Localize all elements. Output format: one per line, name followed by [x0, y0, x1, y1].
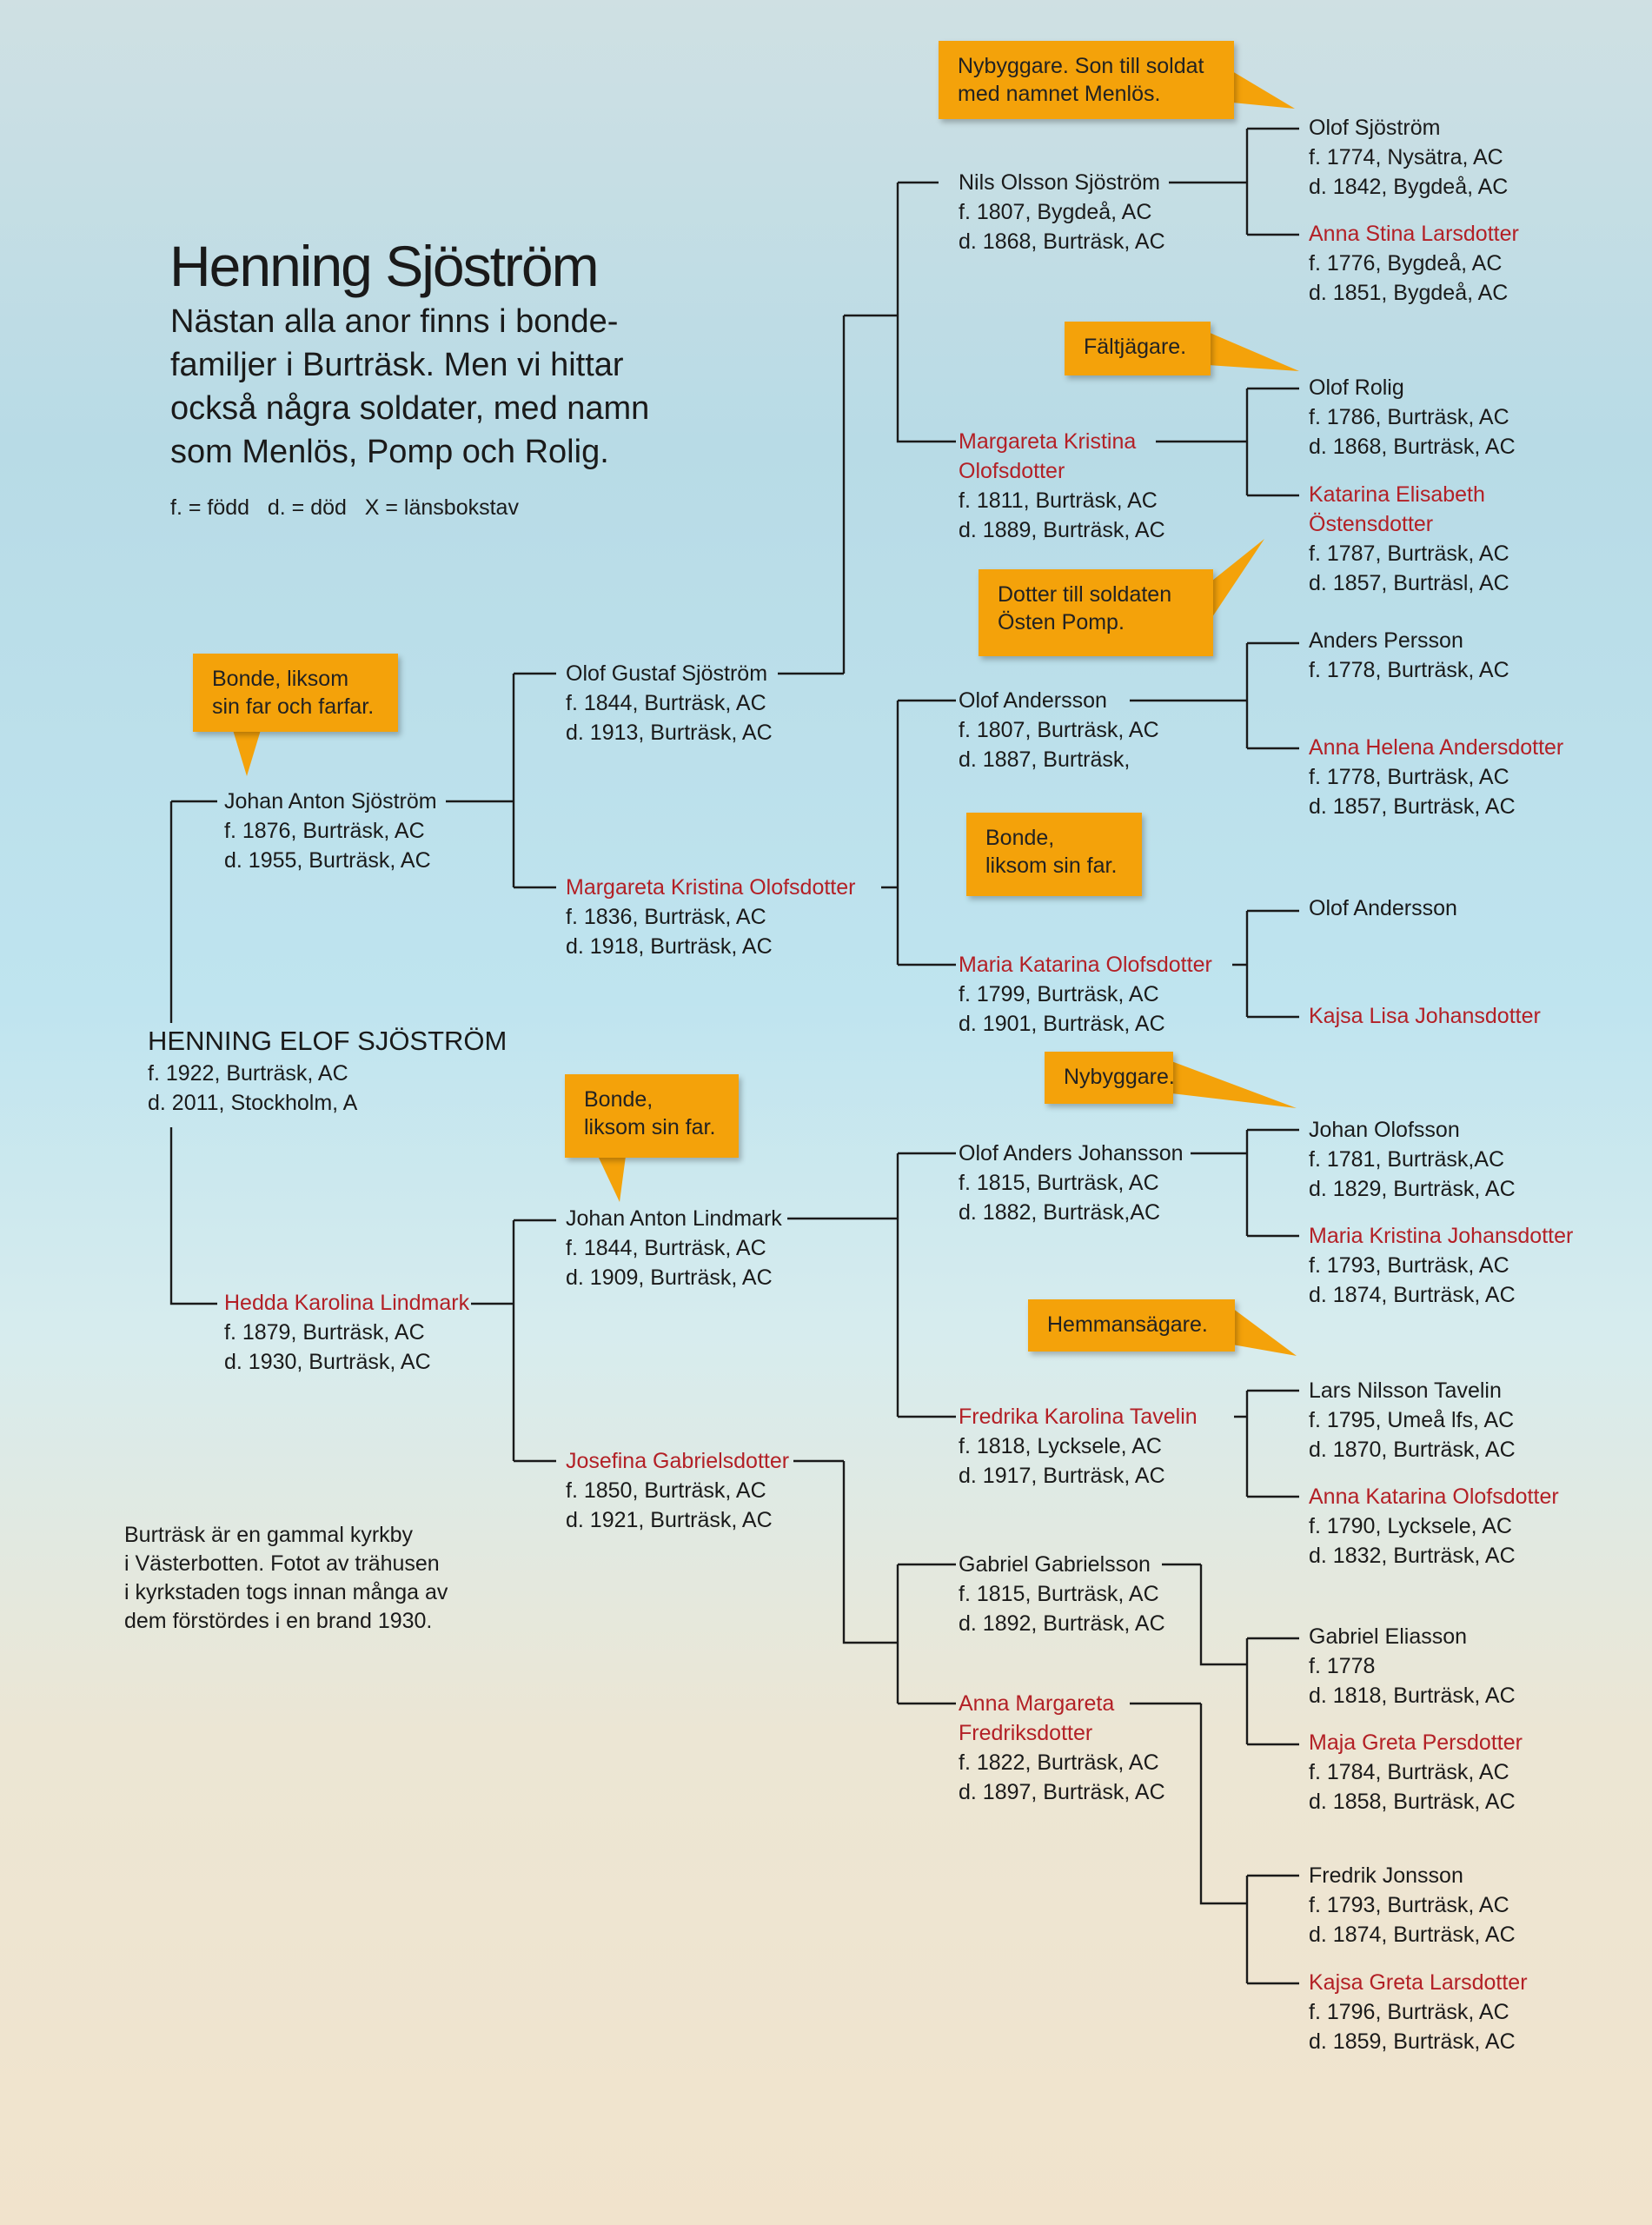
- person-josefina-gabrielsdotter: [566, 1446, 789, 1535]
- connector-josefina-parents: [793, 1461, 956, 1704]
- birth-info: f. 1776, Bygdeå, AC: [1309, 251, 1503, 276]
- bubble-text: liksom sin far.: [584, 1115, 716, 1139]
- person-name: Hedda Karolina Lindmark: [224, 1291, 470, 1315]
- person-anna-helena-andersdotter: [1309, 733, 1563, 821]
- person-name: Olof Andersson: [1309, 896, 1457, 920]
- person-name: Maria Kristina Johansdotter: [1309, 1224, 1574, 1248]
- bubble-bonde-farfar: [193, 654, 398, 732]
- person-olof-rolig: [1309, 373, 1516, 462]
- person-name: Anna Stina Larsdotter: [1309, 222, 1519, 246]
- birth-info: f. 1793, Burträsk, AC: [1309, 1893, 1509, 1917]
- abbreviation-legend: f. = född d. = död X = länsbokstav: [170, 495, 519, 520]
- bubble-tail-faltjagare: [1208, 332, 1299, 371]
- person-name: Fredrik Jonsson: [1309, 1863, 1463, 1888]
- person-anna-stina-larsdotter: [1309, 219, 1519, 308]
- person-name: Olof Gustaf Sjöström: [566, 661, 768, 686]
- birth-info: f. 1815, Burträsk, AC: [959, 1582, 1159, 1606]
- person-name: Gabriel Eliasson: [1309, 1624, 1468, 1649]
- person-olof-anders-johansson: [959, 1139, 1184, 1227]
- death-info: d. 1918, Burträsk, AC: [566, 934, 773, 959]
- person-name: HENNING ELOF SJÖSTRÖM: [148, 1026, 508, 1056]
- person-olof-sjostrom: [1309, 113, 1508, 202]
- birth-info: f. 1784, Burträsk, AC: [1309, 1760, 1509, 1784]
- death-info: d. 1868, Burträsk, AC: [959, 229, 1165, 254]
- person-olof-andersson-1807: [959, 686, 1159, 774]
- person-name: Olof Anders Johansson: [959, 1141, 1184, 1166]
- death-info: d. 1913, Burträsk, AC: [566, 721, 773, 745]
- birth-info: f. 1774, Nysätra, AC: [1309, 145, 1503, 169]
- connector-johan-anton-lindmark-parents: [787, 1153, 956, 1417]
- death-info: d. 1870, Burträsk, AC: [1309, 1438, 1516, 1462]
- person-fredrik-jonsson: [1309, 1861, 1516, 1949]
- connector-margareta-1836-parents: [881, 701, 956, 965]
- bubble-text: Östen Pomp.: [998, 610, 1125, 634]
- death-info: d. 1917, Burträsk, AC: [959, 1464, 1165, 1488]
- connector-hedda-parents: [471, 1220, 556, 1461]
- birth-info: f. 1799, Burträsk, AC: [959, 982, 1159, 1006]
- person-anna-katarina-olofsdotter: [1309, 1482, 1559, 1571]
- birth-info: f. 1922, Burträsk, AC: [148, 1061, 348, 1086]
- bubble-text: Bonde, liksom: [212, 667, 349, 691]
- birth-info: f. 1786, Burträsk, AC: [1309, 405, 1509, 429]
- bubble-tail-nybyggare-menlos: [1232, 71, 1295, 109]
- person-name: Fredriksdotter: [959, 1721, 1093, 1745]
- bubble-hemmansagare: [1028, 1299, 1235, 1352]
- birth-info: f. 1844, Burträsk, AC: [566, 691, 766, 715]
- subtitle-line: som Menlös, Pomp och Rolig.: [170, 434, 609, 470]
- person-maja-greta-persdotter: [1309, 1728, 1523, 1817]
- bubble-tail-nybyggare: [1171, 1061, 1297, 1108]
- person-kajsa-lisa-johansdotter: [1309, 1001, 1541, 1031]
- death-info: d. 1909, Burträsk, AC: [566, 1265, 773, 1290]
- birth-info: f. 1795, Umeå lfs, AC: [1309, 1408, 1515, 1432]
- birth-info: f. 1818, Lycksele, AC: [959, 1434, 1162, 1458]
- subtitle-line: Nästan alla anor finns i bonde-: [170, 303, 619, 340]
- person-name: Kajsa Lisa Johansdotter: [1309, 1004, 1541, 1028]
- person-name: Katarina Elisabeth: [1309, 482, 1485, 507]
- death-info: d. 1930, Burträsk, AC: [224, 1350, 431, 1374]
- death-info: d. 1857, Burträsl, AC: [1309, 571, 1509, 595]
- person-name: Anna Margareta: [959, 1691, 1115, 1716]
- person-fredrika-karolina-tavelin: [959, 1402, 1198, 1491]
- death-info: d. 1892, Burträsk, AC: [959, 1611, 1165, 1636]
- death-info: d. 1889, Burträsk, AC: [959, 518, 1165, 542]
- person-name: Maja Greta Persdotter: [1309, 1730, 1523, 1755]
- death-info: d. 1887, Burträsk,: [959, 747, 1131, 772]
- person-maria-kristina-johansdotter: [1309, 1221, 1573, 1310]
- caption-line: Burträsk är en gammal kyrkby: [124, 1523, 414, 1547]
- connector-nils-olsson-parents: [1169, 129, 1299, 235]
- bubble-text: sin far och farfar.: [212, 694, 375, 719]
- birth-info: f. 1879, Burträsk, AC: [224, 1320, 425, 1345]
- birth-info: f. 1807, Burträsk, AC: [959, 718, 1159, 742]
- birth-info: f. 1807, Bygdeå, AC: [959, 200, 1152, 224]
- bubble-text: med namnet Menlös.: [958, 82, 1161, 106]
- person-name: Östensdotter: [1309, 512, 1434, 536]
- death-info: d. 1829, Burträsk, AC: [1309, 1177, 1516, 1201]
- death-info: d. 2011, Stockholm, A: [148, 1091, 358, 1115]
- connector-margareta-1811-parents: [1156, 389, 1299, 495]
- bubble-tail-hemmansagare: [1232, 1308, 1297, 1356]
- person-name: Lars Nilsson Tavelin: [1309, 1378, 1502, 1403]
- person-lars-nilsson-tavelin: [1309, 1376, 1516, 1465]
- birth-info: f. 1790, Lycksele, AC: [1309, 1514, 1512, 1538]
- person-name: Olof Sjöström: [1309, 116, 1441, 140]
- person-name: Olofsdotter: [959, 459, 1065, 483]
- person-name: Johan Anton Lindmark: [566, 1206, 782, 1231]
- death-info: d. 1874, Burträsk, AC: [1309, 1283, 1516, 1307]
- death-info: d. 1874, Burträsk, AC: [1309, 1923, 1516, 1947]
- person-gabriel-eliasson: [1309, 1622, 1516, 1710]
- person-name: Johan Anton Sjöström: [224, 789, 437, 814]
- death-info: d. 1851, Bygdeå, AC: [1309, 281, 1509, 305]
- person-gabriel-gabrielsson: [959, 1550, 1165, 1638]
- page-title: Henning Sjöström: [169, 234, 598, 298]
- birth-info: f. 1811, Burträsk, AC: [959, 488, 1158, 513]
- birth-info: f. 1778, Burträsk, AC: [1309, 658, 1509, 682]
- bubble-bonde-far-lindmark: [565, 1074, 739, 1158]
- subtitle: [170, 300, 709, 474]
- death-info: d. 1842, Bygdeå, AC: [1309, 175, 1509, 199]
- bubble-text: liksom sin far.: [985, 853, 1118, 878]
- person-name: Margareta Kristina: [959, 429, 1137, 454]
- person-name: Gabriel Gabrielsson: [959, 1552, 1151, 1577]
- birth-info: f. 1876, Burträsk, AC: [224, 819, 425, 843]
- death-info: d. 1858, Burträsk, AC: [1309, 1790, 1516, 1814]
- subtitle-line: familjer i Burträsk. Men vi hittar: [170, 347, 624, 383]
- death-info: d. 1859, Burträsk, AC: [1309, 2029, 1516, 2054]
- connector-olof-anders-parents: [1191, 1130, 1299, 1236]
- connector-gabriel-gabrielsson-parents: [1162, 1564, 1299, 1744]
- bubble-faltjagare: [1065, 322, 1211, 375]
- person-name: Anders Persson: [1309, 628, 1463, 653]
- person-olof-andersson-gen4: [1309, 893, 1457, 923]
- person-henning: [148, 1024, 507, 1118]
- bubble-dotter-pomp: [979, 569, 1213, 656]
- bubble-text: Dotter till soldaten: [998, 582, 1172, 607]
- connector-fredrika-parents: [1234, 1391, 1299, 1497]
- bubble-text: Fältjägare.: [1084, 335, 1187, 359]
- birth-info: f. 1781, Burträsk,AC: [1309, 1147, 1505, 1172]
- death-info: d. 1818, Burträsk, AC: [1309, 1684, 1516, 1708]
- subtitle-line: också några soldater, med namn: [170, 390, 650, 427]
- bubble-text: Hemmansägare.: [1047, 1312, 1208, 1337]
- person-hedda-karolina-lindmark: [224, 1288, 469, 1377]
- person-johan-olofsson: [1309, 1115, 1516, 1204]
- caption-line: i Västerbotten. Fotot av trähusen: [124, 1551, 440, 1576]
- death-info: d. 1857, Burträsk, AC: [1309, 794, 1516, 819]
- bubble-tail-bonde-far-lindmark: [598, 1156, 626, 1202]
- caption-line: dem förstördes i en brand 1930.: [124, 1609, 433, 1633]
- person-katarina-elisabeth-ostensdotter: [1309, 480, 1509, 598]
- person-name: Olof Andersson: [959, 688, 1107, 713]
- bubble-text: Bonde,: [985, 826, 1055, 850]
- person-maria-katarina-olofsdotter: [959, 950, 1212, 1039]
- death-info: d. 1901, Burträsk, AC: [959, 1012, 1165, 1036]
- person-anders-persson: [1309, 626, 1509, 685]
- person-name: Johan Olofsson: [1309, 1118, 1460, 1142]
- person-anna-margareta-fredriksdotter: [959, 1689, 1165, 1807]
- person-nils-olsson-sjostrom: [959, 168, 1165, 256]
- bubble-text: Bonde,: [584, 1087, 654, 1112]
- person-name: Maria Katarina Olofsdotter: [959, 953, 1212, 977]
- birth-info: f. 1778: [1309, 1654, 1376, 1678]
- person-margareta-kristina-olofsdotter-1836: [566, 873, 855, 961]
- bubble-text: Nybyggare.: [1064, 1065, 1175, 1089]
- birth-info: f. 1836, Burträsk, AC: [566, 905, 766, 929]
- person-kajsa-greta-larsdotter: [1309, 1968, 1528, 2056]
- person-olof-gustaf-sjostrom: [566, 659, 773, 747]
- photo-caption: [124, 1521, 448, 1636]
- person-margareta-kristina-olofsdotter-1811: [959, 427, 1165, 545]
- connector-johan-anton-sjostrom-parents: [446, 674, 556, 887]
- person-name: Nils Olsson Sjöström: [959, 170, 1160, 195]
- person-name: Fredrika Karolina Tavelin: [959, 1405, 1198, 1429]
- bubble-tail-bonde-farfar: [233, 730, 261, 776]
- birth-info: f. 1796, Burträsk, AC: [1309, 2000, 1509, 2024]
- person-name: Olof Rolig: [1309, 375, 1404, 400]
- death-info: d. 1882, Burträsk,AC: [959, 1200, 1161, 1225]
- bubble-nybyggare: [1045, 1052, 1173, 1104]
- person-name: Margareta Kristina Olofsdotter: [566, 875, 856, 900]
- death-info: d. 1955, Burträsk, AC: [224, 848, 431, 873]
- death-info: d. 1921, Burträsk, AC: [566, 1508, 773, 1532]
- person-johan-anton-lindmark: [566, 1204, 782, 1292]
- caption-line: i kyrkstaden togs innan många av: [124, 1580, 448, 1604]
- birth-info: f. 1787, Burträsk, AC: [1309, 541, 1509, 566]
- person-name: Anna Katarina Olofsdotter: [1309, 1484, 1559, 1509]
- person-name: Kajsa Greta Larsdotter: [1309, 1970, 1528, 1995]
- death-info: d. 1897, Burträsk, AC: [959, 1780, 1165, 1804]
- bubble-nybyggare-menlos: [939, 41, 1234, 119]
- bubble-bonde-far-andersson: [966, 813, 1142, 896]
- bubble-tail-dotter-pomp: [1212, 539, 1264, 617]
- birth-info: f. 1793, Burträsk, AC: [1309, 1253, 1509, 1278]
- person-name: Josefina Gabrielsdotter: [566, 1449, 790, 1473]
- bubble-text: Nybyggare. Son till soldat: [958, 54, 1204, 78]
- death-info: d. 1868, Burträsk, AC: [1309, 435, 1516, 459]
- birth-info: f. 1815, Burträsk, AC: [959, 1171, 1159, 1195]
- person-johan-anton-sjostrom: [224, 787, 437, 875]
- connector-olof-gustaf-parents: [778, 183, 956, 674]
- death-info: d. 1832, Burträsk, AC: [1309, 1544, 1516, 1568]
- birth-info: f. 1778, Burträsk, AC: [1309, 765, 1509, 789]
- connector-maria-katarina-parents: [1232, 911, 1299, 1017]
- birth-info: f. 1844, Burträsk, AC: [566, 1236, 766, 1260]
- birth-info: f. 1822, Burträsk, AC: [959, 1750, 1159, 1775]
- person-name: Anna Helena Andersdotter: [1309, 735, 1564, 760]
- birth-info: f. 1850, Burträsk, AC: [566, 1478, 766, 1503]
